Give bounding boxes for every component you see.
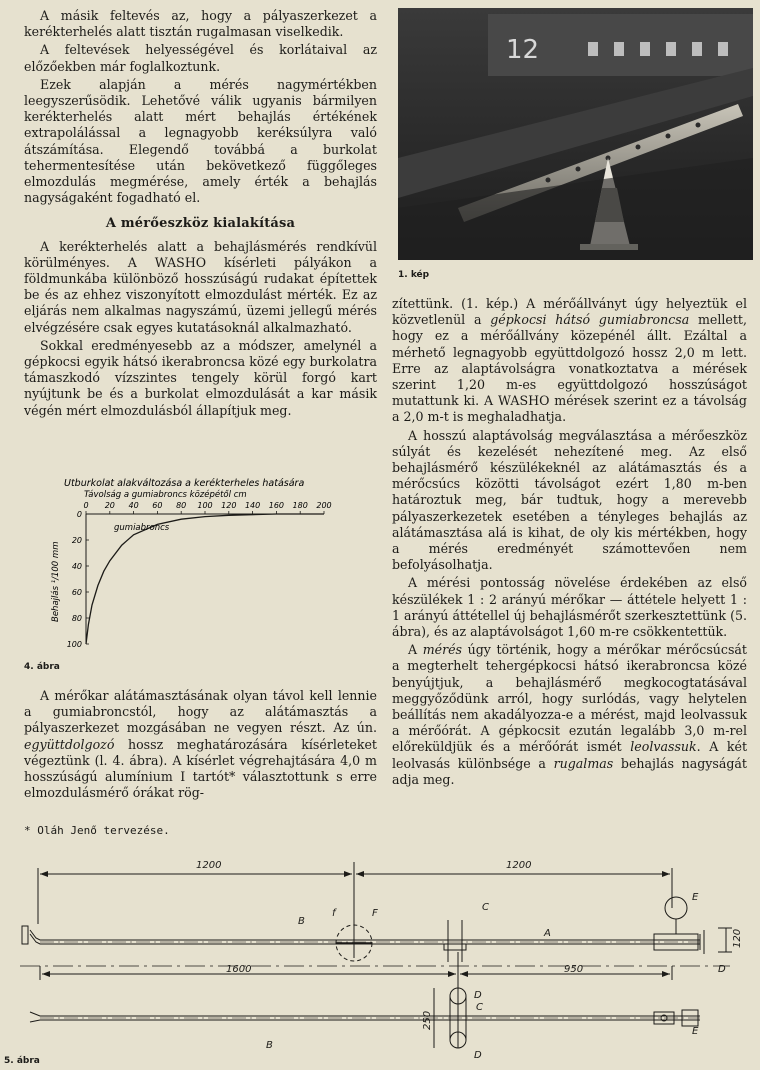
label-D: D <box>718 964 726 975</box>
dim-1200-left: 1200 <box>196 860 222 871</box>
dim-1600: 1600 <box>226 964 252 975</box>
y-tick-label: 100 <box>66 640 82 649</box>
paragraph: A mérési pontosság növelése érdekében az első készülékek 1 : 2 arányú mérőkar — áttétele helyett 1 : 1 arányú áttétellel új behajlásmérőt szerkesztettünk (5. ábra), és az alaptávolságot 1,60 m-re csökkentettük. <box>392 575 747 640</box>
paragraph: A másik feltevés az, hogy a pályaszerkezet a kerékterhelés alatt tisztán rugalmasan viselkedik. <box>24 8 377 40</box>
x-tick-label: 20 <box>104 501 115 510</box>
label-C2: C <box>476 1002 483 1013</box>
x-tick-label: 200 <box>316 501 332 510</box>
x-tick-label: 40 <box>128 501 139 510</box>
dim-1200-right: 1200 <box>506 860 532 871</box>
x-tick-label: 160 <box>268 501 285 510</box>
photo-sign-text: 12 <box>506 35 540 65</box>
label-F: F <box>372 908 378 919</box>
x-tick-label: 140 <box>244 501 261 510</box>
dim-120: 120 <box>732 928 743 948</box>
left-column-bottom <box>24 688 377 803</box>
figure-4-svg <box>24 474 376 660</box>
right-column <box>392 296 747 790</box>
y-tick-label: 80 <box>71 614 82 623</box>
paragraph: A feltevések helyességével és korlátaival az előzőekben már foglalkoztunk. <box>24 42 377 74</box>
label-A: A <box>544 928 551 939</box>
paragraph: A mérőkar alátámasztásának olyan távol kell lennie a gumiabroncstól, hogy az alátámasztás a pályaszerkezet mozgásában ne vegyen részt. Az ún. együttdolgozó hossz meghatározására kísérleteket végeztünk (l. 4. ábra). A kísérlet végrehajtására 4,0 m hosszúságú alumínium I tartót* választottunk s erre elmozdulásmérő órákat rög- <box>24 688 377 801</box>
photo-1-caption: 1. kép <box>398 270 430 280</box>
paragraph: A mérés úgy történik, hogy a mérőkar mérőcsúcsát a megterhelt tehergépkocsi hátsó ikerabroncsa közé benyújtjuk, a behajlásmérő megkocogtatásával meggyőződünk arról, hogy surlódás, vagy helytelen beállítás nem akadályozza-e a mérést, majd leolvassuk a mérőórát. A gépkocsit ezután legalább 3,0 m-rel előreküldjük és a mérőórát ismét leolvassuk. A két leolvasás különbsége a rugalmas behajlás nagyságát adja meg. <box>392 642 748 787</box>
label-D2: D <box>474 990 482 1001</box>
photo-1 <box>398 8 753 260</box>
y-tick-label: 40 <box>71 562 82 571</box>
paragraph: zítettünk. (1. kép.) A mérőállványt úgy helyeztük el közvetlenül a gépkocsi hátsó gumiabroncsa mellett, hogy ez a mérőállvány közepénél állt. Ezáltal a mérhető legnagyobb együttdolgozó hossz 2,0 m lett. Erre az alaptávolságra vonatkoztatva a mérések szerint 1,20 m-es együttdolgozó hosszúságot mutattunk ki. A WASHO mérések szerint ez a távolság a 2,0 m-t is meghaladhatja. <box>392 296 747 425</box>
y-axis-label: Behajlás ¹/100 mm <box>51 541 61 622</box>
y-tick-label: 0 <box>76 510 82 519</box>
label-B: B <box>298 916 305 927</box>
graph-title: Utburkolat alakváltozása a kerékterheles hatására <box>64 478 305 489</box>
curve-label: gumiabroncs <box>114 523 170 533</box>
y-tick-label: 60 <box>71 588 82 597</box>
figure-4-caption: 4. ábra <box>24 662 60 672</box>
x-tick-label: 100 <box>197 501 213 510</box>
graph-x-ticks <box>83 501 331 514</box>
x-tick-label: 0 <box>83 501 89 510</box>
figure-5-svg <box>0 848 760 1070</box>
y-tick-label: 20 <box>71 536 82 545</box>
figure-5-caption: 5. ábra <box>4 1056 40 1066</box>
x-tick-label: 60 <box>152 501 163 510</box>
label-C: C <box>482 902 489 913</box>
footnote: * Oláh Jenő tervezése. <box>24 824 170 837</box>
figure-4-graph <box>24 474 376 660</box>
figure-5-drawing <box>0 848 760 1070</box>
deflection-curve <box>86 514 324 644</box>
photo-illustration <box>398 8 753 260</box>
dim-250: 250 <box>422 1010 433 1030</box>
section-heading: A mérőeszköz kialakítása <box>105 216 296 232</box>
paragraph: Sokkal eredményesebb az a módszer, amelynél a gépkocsi egyik hátsó ikerabroncsa közé egy burkolatra támaszkodó vízszintes tengely körül forgó kart nyújtunk be és a burkolat elmozdulását a kar másik végén mért elmozdulásból állapítjuk meg. <box>24 337 377 418</box>
x-tick-label: 120 <box>221 501 237 510</box>
graph-subtitle: Távolság a gumiabroncs középétől cm <box>84 490 247 500</box>
graph-axes <box>86 514 324 644</box>
label-f: f <box>332 908 336 919</box>
left-column <box>24 8 377 421</box>
label-E: E <box>692 892 699 903</box>
paragraph: A kerékterhelés alatt a behajlásmérés rendkívül körülményes. A WASHO kísérleti pályákon a földmunkába különböző hosszúságú rudakat építettek be és az ehhez viszonyított elmozdulást mérték. Ez az eljárás nem alkalmas nagyszámú, üzemi jellegű mérés elvégzésére csak egyes kutatásoknál alkalmazható. <box>24 238 377 335</box>
label-B2: B <box>266 1040 273 1051</box>
paragraph: Ezek alapján a mérés nagymértékben leegyszerűsödik. Lehetővé válik ugyanis bármilyen kerékterhelés alatt mért behajlás értékének extrapolálással a legnagyobb keréksúlyra való átszámítása. Elegendő továbbá a burkolat tehermentesítése után bekövetkező függőleges elmozdulás megmérése, amely érték a behajlás nagyságaként fogadható el. <box>24 76 377 206</box>
x-tick-label: 80 <box>176 501 187 510</box>
dim-950: 950 <box>564 964 584 975</box>
label-E2: E <box>692 1026 699 1037</box>
paragraph: A hosszú alaptávolság megválasztása a mérőeszköz súlyát és kezelését nehezítené meg. Az első behajlásmérő készülékeknél az alátámasztás és a mérőcsúcs közötti távolságot ezért 1,80 m-ben határoztuk meg, bár tudtuk, hogy a merevebb pályaszerkezetek esetében a tényleges behajlás az alátámasztása alá is kihat, de oly kis mértékben, hogy a mérés eredményét számottevően nem befolyásolhatja. <box>392 427 747 573</box>
label-D3: D <box>474 1050 482 1061</box>
x-tick-label: 180 <box>292 501 308 510</box>
